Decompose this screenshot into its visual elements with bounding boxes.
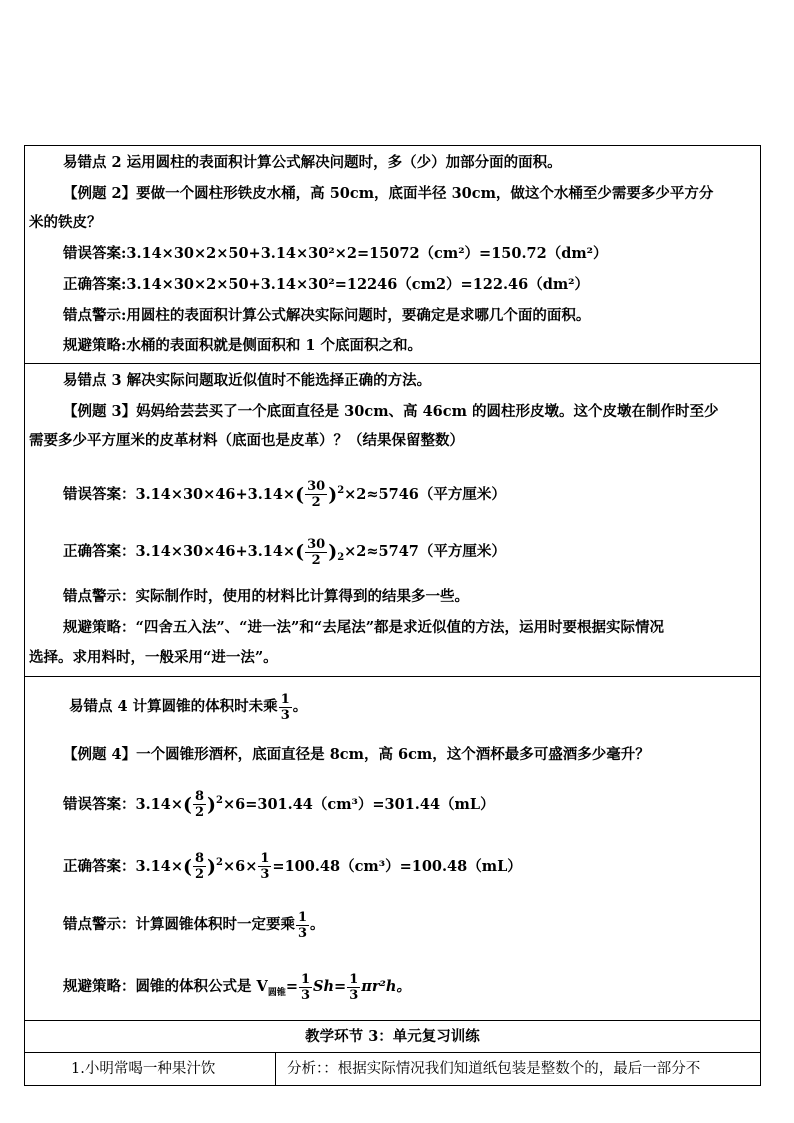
example-2-line-1	[63, 184, 713, 204]
wrong-answer-3: 错误答案：3.14×30×46+3.14×( $\frac{30}{2}$ )$^2$×2≈5746（平方厘米）	[63, 479, 506, 511]
wrong-answer-3-suffix: ×2≈5746（平方厘米）	[344, 485, 506, 503]
example-4-text: 一个圆锥形酒杯，底面直径是 8cm，高 6cm，这个酒杯最多可盛酒多少毫升？	[136, 746, 650, 763]
right-answer-3-prefix: 正确答案：3.14×30×46+3.14×	[63, 543, 296, 560]
review-question: 1.小明常喝一种果汁饮	[71, 1061, 216, 1077]
example-2-text: 要做一个圆柱形铁皮水桶，高 50cm，底面半径 30cm，做这个水桶至少需要多少平方分	[136, 185, 714, 202]
example-4-label: 【例题 4】	[63, 746, 137, 763]
fraction-1-over-3: $\frac{1}{3}$	[280, 691, 290, 723]
mistake-3-title: 易错点 3 解决实际问题取近似值时不能选择正确的方法。	[63, 372, 432, 389]
strategy-3-line-2: 选择。求用料时，一般采用“进一法”。	[29, 649, 278, 666]
fraction-1-over-3: $\frac{1}{3}$	[349, 971, 359, 1003]
fraction-1-over-3: $\frac{1}{3}$	[260, 851, 270, 883]
teaching-section-row	[24, 1020, 761, 1053]
mistake-3-block	[24, 363, 761, 677]
example-3-text: 妈妈给芸芸买了一个底面直径是 30cm、高 46cm 的圆柱形皮墩。这个皮墩在制作时至少	[136, 403, 719, 420]
column-divider	[275, 1053, 276, 1085]
right-answer-3: 正确答案：3.14×30×46+3.14×( $\frac{30}{2}$ )$_2\times 2\approx 5747$（平方厘米）	[63, 536, 506, 568]
review-analysis: 分析：：根据实际情况我们知道纸包装是整数个的，最后一部分不	[287, 1061, 701, 1077]
mistake-2-title: 易错点 2 运用圆柱的表面积计算公式解决问题时，多（少）加部分面的面积。	[63, 154, 562, 171]
right-answer-2: 正确答案:3.14×30×2×50+3.14×30²=12246（cm2）=122.46（dm²）	[63, 276, 590, 293]
example-2-line-2: 米的铁皮？	[29, 214, 102, 231]
mistake-4-block	[24, 676, 761, 1021]
fraction-8-over-2: $\frac{8}{2}$	[194, 789, 205, 821]
example-3-line-2: 需要多少平方厘米的皮革材料（底面也是皮革）？（结果保留整数）	[29, 432, 464, 449]
fraction-30-over-2: $\frac{30}{2}$	[307, 536, 326, 568]
fraction-8-over-2: $\frac{8}{2}$	[194, 851, 205, 883]
right-answer-4: 正确答案：3.14×( $\frac{8}{2}$ )$^2$×6× $\frac{1}{3}$ =100.48（cm³）=100.48（mL）	[63, 851, 522, 883]
section-title: 教学环节 3：单元复习训练	[305, 1028, 480, 1045]
strategy-4: 规避策略：圆锥的体积公式是 $V_{圆锥}=$ $\frac{1}{3}$ Sh= $\frac{1}{3}$ πr²h。	[63, 971, 411, 1003]
fraction-30-over-2: $\frac{30}{2}$	[307, 479, 326, 511]
strategy-3-line-1: 规避策略：“四舍五入法”、“进一法”和“去尾法”都是求近似值的方法，运用时要根据实际情况	[63, 619, 665, 636]
warning-3: 错点警示：实际制作时，使用的材料比计算得到的结果多一些。	[63, 588, 469, 605]
mistake-2-block	[24, 145, 761, 364]
warning-4: 错点警示：计算圆锥体积时一定要乘 $\frac{1}{3}$ 。	[63, 909, 325, 941]
mistake-4-title: 易错点 4 计算圆锥的体积时未乘 $\frac{1}{3}$ 。	[69, 691, 308, 723]
wrong-answer-3-prefix: 错误答案：3.14×30×46+3.14×	[63, 485, 296, 503]
warning-2: 错点警示:用圆柱的表面积计算公式解决实际问题时，要确定是求哪几个面的面积。	[63, 307, 591, 324]
example-3-line-1	[63, 402, 718, 422]
right-answer-3-suffix: ×2≈5747（平方厘米）	[344, 543, 506, 560]
fraction-1-over-3: $\frac{1}{3}$	[298, 909, 308, 941]
fraction-1-over-3: $\frac{1}{3}$	[300, 971, 311, 1003]
wrong-answer-4: 错误答案：3.14×( $\frac{8}{2}$ )$^2$×6=301.44（cm³）=301.44（mL）	[63, 789, 495, 821]
example-3-label: 【例题 3】	[63, 403, 137, 420]
example-2-label: 【例题 2】	[63, 185, 137, 202]
strategy-2: 规避策略:水桶的表面积就是侧面积和 1 个底面积之和。	[63, 337, 423, 354]
example-4-line	[63, 745, 650, 765]
wrong-answer-2: 错误答案:3.14×30×2×50+3.14×30²×2=15072（cm²）=150.72（dm²）	[63, 245, 608, 262]
review-row	[24, 1052, 761, 1086]
